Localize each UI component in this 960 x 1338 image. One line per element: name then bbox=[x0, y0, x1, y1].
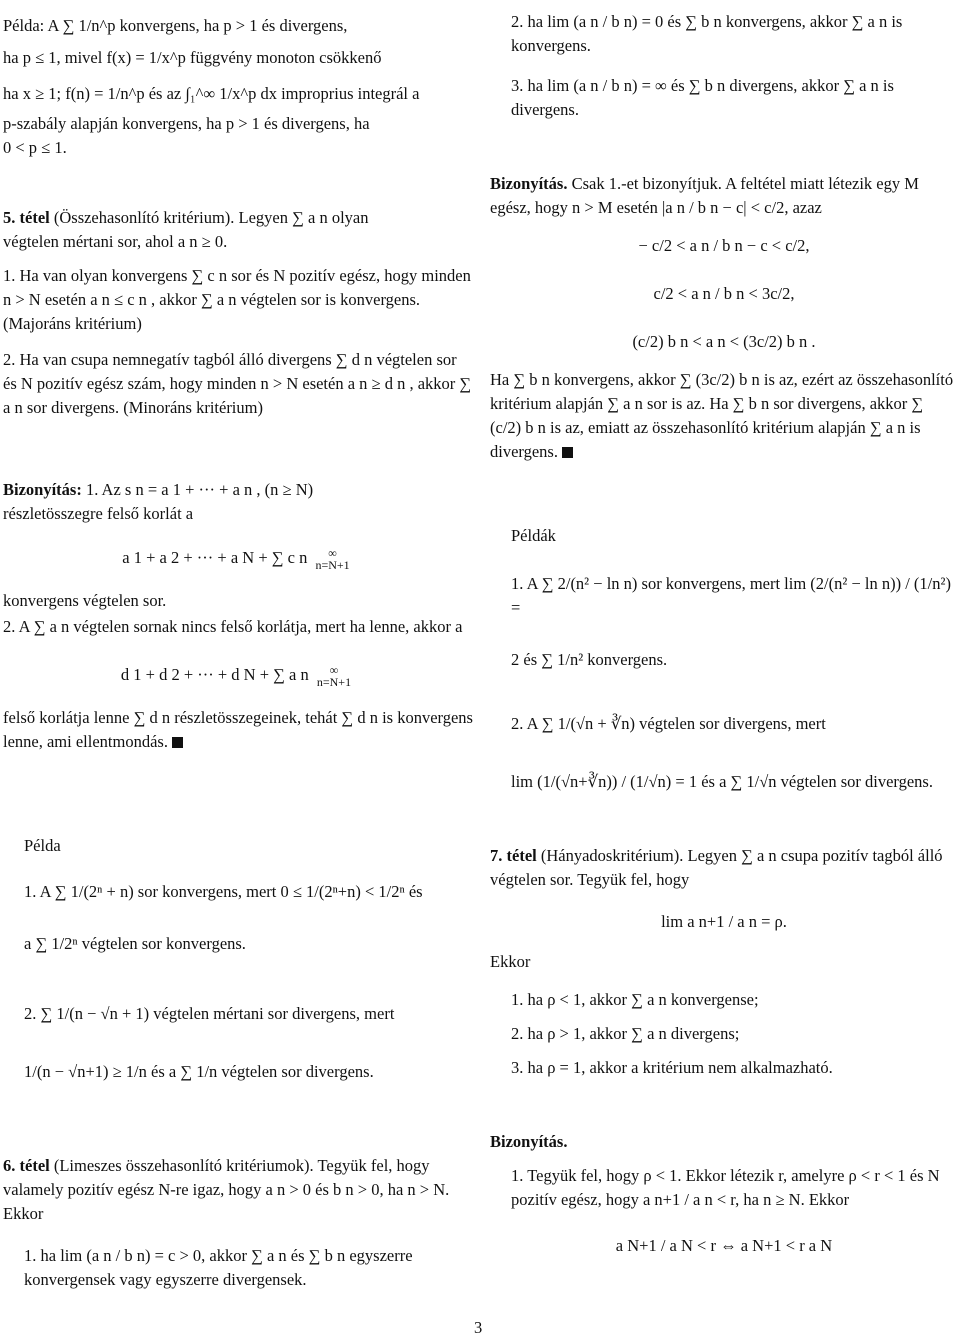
proof-5-line2: részletösszegre felső korlát a bbox=[3, 504, 194, 523]
theorem-7-item-2: 2. ha ρ > 1, akkor ∑ a n divergens; bbox=[511, 1024, 740, 1043]
theorem-7 bbox=[490, 844, 958, 1080]
proof-7-heading: Bizonyítás. bbox=[490, 1132, 568, 1151]
page-number: 3 bbox=[474, 1318, 483, 1337]
proof-7-display: a N+1 / a N < r ⇔ a N+1 < r a N bbox=[615, 1236, 833, 1255]
intro-line-4: p-szabály alapján konvergens, ha p > 1 és divergens, ha bbox=[3, 114, 370, 133]
theorem-6-continued bbox=[490, 10, 958, 122]
proof-6-heading: Bizonyítás. bbox=[490, 174, 568, 193]
proof-5-line1: 1. Az s n = a 1 + ··· + a n , (n ≥ N) bbox=[85, 480, 314, 499]
display-1-sum-limits: ∞ n=N+1 bbox=[315, 546, 350, 573]
proof-5-line3: konvergens végtelen sor. bbox=[3, 591, 167, 611]
theorem-5 bbox=[3, 206, 473, 420]
examples-c bbox=[490, 524, 958, 794]
theorem-6-item2-a: 2. ha lim (a n / b n) = 0 és ∑ b n konvergens, akkor ∑ a n is bbox=[511, 12, 903, 31]
intro-line-2: ha p ≤ 1, mivel f(x) = 1/x^p függvény monoton csökkenő bbox=[3, 48, 382, 67]
proof-5-display-1: a 1 + a 2 + ··· + a N + ∑ c n ∞ n=N+1 bbox=[122, 546, 350, 573]
theorem-5-heading: 5. tétel bbox=[3, 208, 50, 227]
proof-5 bbox=[3, 478, 473, 754]
example-b-item2-b: 1/(n − √n+1) ≥ 1/n és a ∑ 1/n végtelen sor divergens. bbox=[24, 1062, 374, 1081]
proof-5-line4: 2. A ∑ a n végtelen sornak nincs felső korlátja, mert ha lenne, akkor a bbox=[3, 617, 463, 637]
proof-6-text2: Ha ∑ b n konvergens, akkor ∑ (3c/2) b n is az, ezért az összehasonlító kritérium alapján ∑ a n sor is az. Ha ∑ b n sor divergens, akkor ∑ (c/2) b n is az, emiatt az összehasonlító kritérium alapján ∑ a n is divergens. bbox=[490, 370, 954, 461]
theorem-5-title: (Összehasonlító kritérium). bbox=[53, 208, 235, 227]
theorem-5-line1: Legyen ∑ a n olyan bbox=[238, 208, 369, 227]
theorem-6-item2-b: konvergens. bbox=[511, 36, 591, 55]
qed-box bbox=[562, 447, 573, 458]
theorem-6-item3-a: 3. ha lim (a n / b n) = ∞ és ∑ b n divergens, akkor ∑ a n is bbox=[511, 76, 894, 95]
examples-c-item1-a: 1. A ∑ 2/(n² − ln n) sor konvergens, mert lim (2/(n² − ln n)) / (1/n²) = bbox=[511, 574, 951, 617]
example-b-item1-a: 1. A ∑ 1/(2ⁿ + n) sor konvergens, mert 0 ≤ 1/(2ⁿ+n) < 1/2ⁿ és bbox=[24, 882, 423, 901]
examples-c-item2-a: 2. A ∑ 1/(√n + ∛n) végtelen sor divergens, mert bbox=[511, 714, 826, 733]
theorem-7-text: Legyen ∑ a n csupa pozitív tagból álló végtelen sor. Tegyük fel, hogy bbox=[490, 846, 943, 889]
theorem-5-item-1: 1. Ha van olyan konvergens ∑ c n sor és N pozitív egész, hogy minden n > N esetén a n ≤ c n , akkor ∑ a n végtelen sor is konvergens. (Majoráns kritérium) bbox=[3, 266, 471, 333]
theorem-5-item-2: 2. Ha van csupa nemnegatív tagból álló divergens ∑ d n végtelen sor és N pozitív egész szám, hogy minden n > N esetén a n ≥ d n , akkor ∑ a n sor divergens. (Minoráns kritérium) bbox=[3, 350, 472, 417]
proof-6-text1: Csak 1.-et bizonyítjuk. A feltétel miatt létezik egy M egész, hogy n > M esetén |a n / b n − c| < c/2, azaz bbox=[490, 174, 919, 217]
intro-example bbox=[3, 8, 473, 160]
example-b-item2-a: 2. ∑ 1/(n − √n + 1) végtelen mértani sor divergens, mert bbox=[24, 1004, 395, 1023]
proof-6-eq-3: (c/2) b n < a n < (3c/2) b n . bbox=[632, 332, 816, 351]
example-b-heading: Példa bbox=[24, 836, 61, 855]
proof-7-text: 1. Tegyük fel, hogy ρ < 1. Ekkor létezik r, amelyre ρ < r < 1 és N pozitív egész, hogy a n+1 / a n < r, ha n ≥ N. Ekkor bbox=[511, 1166, 940, 1209]
proof-7 bbox=[490, 1130, 958, 1258]
theorem-6-item-1: 1. ha lim (a n / b n) = c > 0, akkor ∑ a n és ∑ b n egyszerre konvergensek vagy egyszerre divergensek. bbox=[24, 1246, 413, 1289]
theorem-7-ekkor: Ekkor bbox=[490, 952, 531, 971]
examples-c-item2-b: lim (1/(√n+∛n)) / (1/√n) = 1 és a ∑ 1/√n végtelen sor divergens. bbox=[511, 772, 933, 791]
theorem-6-item3-b: divergens. bbox=[511, 100, 579, 119]
theorem-6-title: (Limeszes összehasonlító kritériumok). bbox=[53, 1156, 314, 1175]
proof-5-display-2: d 1 + d 2 + ··· + d N + ∑ a n ∞ n=N+1 bbox=[120, 663, 352, 690]
examples-c-heading: Példák bbox=[511, 526, 556, 545]
theorem-5-line2: végtelen mértani sor, ahol a n ≥ 0. bbox=[3, 232, 228, 251]
theorem-7-heading: 7. tétel bbox=[490, 846, 537, 865]
qed-box bbox=[172, 737, 183, 748]
proof-5-heading: Bizonyítás: bbox=[3, 480, 82, 499]
theorem-6 bbox=[3, 1154, 473, 1292]
proof-6 bbox=[490, 172, 958, 464]
theorem-7-title: (Hányadoskritérium). bbox=[540, 846, 684, 865]
intro-line-3: ha x ≥ 1; f(n) = 1/n^p és az ∫₁^∞ 1/x^p dx improprius integrál a bbox=[3, 84, 420, 103]
proof-6-eq-1: − c/2 < a n / b n − c < c/2, bbox=[638, 236, 810, 255]
proof-6-eq-2: c/2 < a n / b n < 3c/2, bbox=[653, 284, 795, 303]
proof-5-line5: felső korlátja lenne ∑ d n részletösszegeinek, tehát ∑ d n is konvergens lenne, ami ellentmondás. bbox=[3, 708, 473, 752]
examples-c-item1-b: 2 és ∑ 1/n² konvergens. bbox=[511, 650, 668, 669]
theorem-7-item-1: 1. ha ρ < 1, akkor ∑ a n konvergense; bbox=[511, 990, 759, 1009]
theorem-6-heading: 6. tétel bbox=[3, 1156, 50, 1175]
theorem-7-display: lim a n+1 / a n = ρ. bbox=[661, 912, 787, 931]
display-2-sum-limits: ∞ n=N+1 bbox=[316, 663, 352, 690]
example-b bbox=[3, 834, 473, 1084]
example-b-item1-b: a ∑ 1/2ⁿ végtelen sor konvergens. bbox=[24, 934, 246, 953]
theorem-7-item-3: 3. ha ρ = 1, akkor a kritérium nem alkalmazható. bbox=[511, 1058, 833, 1077]
theorem-6-text: Tegyük fel, hogy valamely pozitív egész N-re igaz, hogy a n > 0 és b n > 0, ha n > N. Ekkor bbox=[3, 1156, 450, 1223]
intro-line-1: Példa: A ∑ 1/n^p konvergens, ha p > 1 és divergens, bbox=[3, 16, 348, 35]
intro-line-5: 0 < p ≤ 1. bbox=[3, 138, 67, 157]
